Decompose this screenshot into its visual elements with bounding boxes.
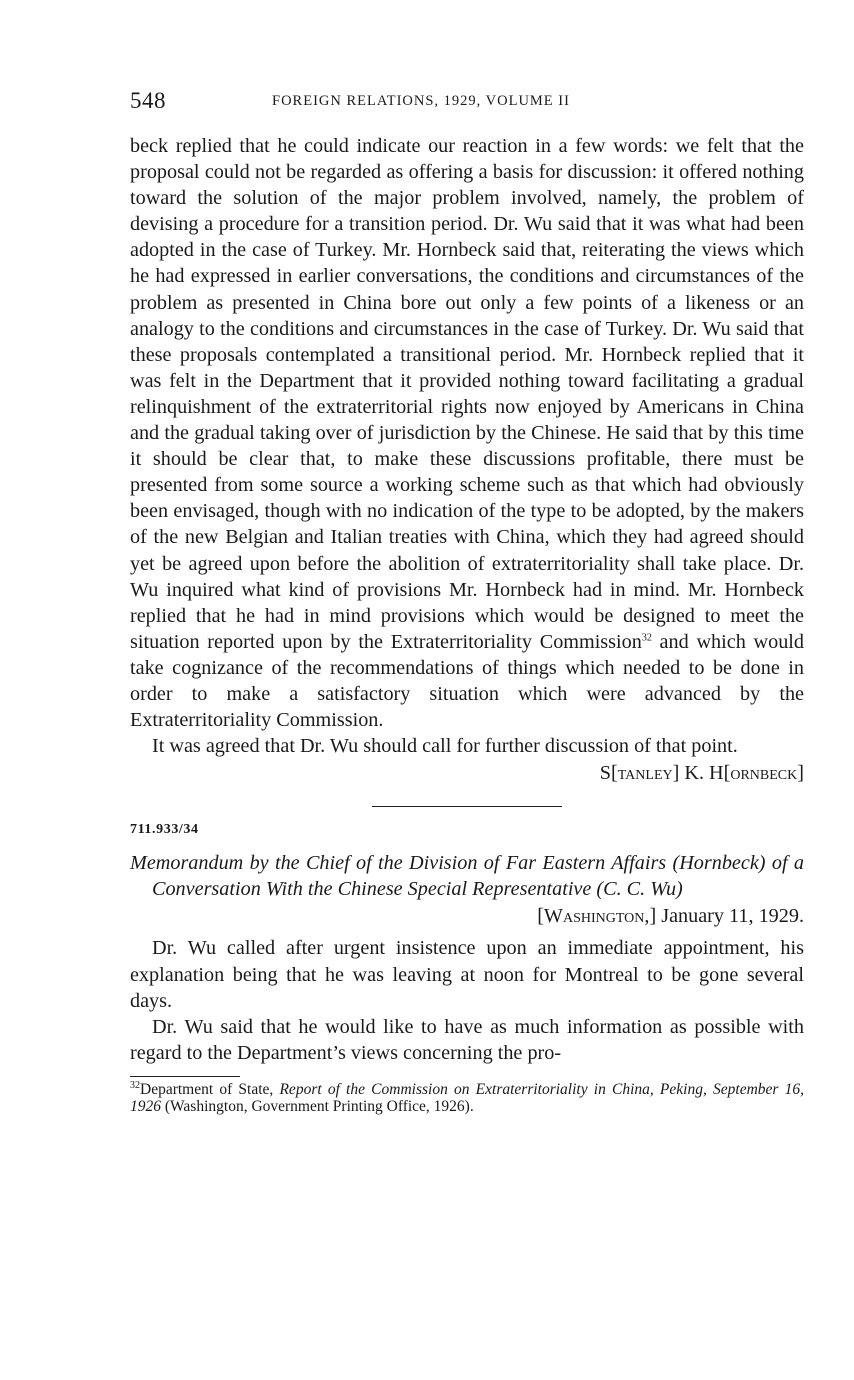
date: January 11, 1929.	[661, 905, 804, 928]
body-paragraph-1: Dr. Wu called after urgent insistence upon an immediate appointment, his explanation being that he was leaving at noon for Montreal to be gone several days.	[130, 937, 804, 1012]
document-page	[130, 88, 804, 1115]
continued-paragraph-text: beck replied that he could indicate our reaction in a few words: we felt that the proposal could not be regarded as offering a basis for discussion: it offered nothing toward the solution of the major problem involved, namely, the problem of devising a procedure for a transition period. Dr. Wu said that it was what had been adopted in the case of Turkey. Mr. Hornbeck said that, reiterating the views which he had expressed in earlier conversations, the conditions and circumstances of the problem as presented in China bore out only a few points of a likeness or an analogy to the conditions and circumstances in the case of Turkey. Dr. Wu said that these proposals contemplated a transitional period. Mr. Hornbeck replied that it was felt in the Department that it provided nothing toward facilitating a gradual relinquishment of the extraterritorial rights now enjoyed by Americans in China and the gradual taking over of jurisdiction by the Chinese. He said that by this time it should be clear that, to make these discussions profitable, there must be presented from some source a working scheme such as that which had obviously been envisaged, though with no indication of the type to be adopted, by the makers of the new Belgian and Italian treaties with China, which they had agreed should yet be agreed upon before the abolition of extraterritoriality shall take place. Dr. Wu inquired what kind of provisions Mr. Hornbeck had in mind. Mr. Hornbeck replied that he had in mind provisions which would be designed to meet the situation reported upon by the Extraterritoriality Commission	[130, 135, 804, 653]
footnote-reference: 32	[641, 632, 652, 644]
body-paragraph-2: Dr. Wu said that he would like to have as much information as possible with regard to the Department’s views concerning the pro-	[130, 1015, 804, 1064]
file-number: 711.933/34	[130, 822, 199, 838]
footnote-title: Report of the Commission on Extraterritoriality in China, Peking, September 16, 1926	[130, 1080, 804, 1115]
running-title: FOREIGN RELATIONS, 1929, VOLUME II	[272, 93, 570, 109]
agreement-paragraph: It was agreed that Dr. Wu should call for further discussion of that point.	[152, 735, 738, 758]
section-divider	[372, 806, 562, 807]
footnote-number: 32	[130, 1079, 140, 1091]
footnote: $^{32}$Department of State, Report of the Commission on Extraterritoriality in China, Peking, September 16, 1926 (Washington, Government Printing Office, 1926).	[130, 1079, 804, 1115]
signature: S[tanley] K. H[ornbeck]	[599, 762, 804, 785]
continued-paragraph-text-end: and which would take cognizance of the recommendations of things which needed to be done in order to make a satisfactory situation which were advanced by the Extraterritoriality Commission.	[130, 630, 804, 732]
dateline: [Washington,] January 11, 1929.	[537, 905, 804, 928]
footnote-divider	[130, 1076, 240, 1077]
running-head	[130, 88, 804, 118]
document-heading: Memorandum by the Chief of the Division of Far Eastern Affairs (Hornbeck) of a Conversation With the Chinese Special Representative (C. C. Wu)	[130, 852, 804, 901]
page-number: 548	[130, 88, 166, 113]
continued-paragraph	[130, 133, 804, 733]
